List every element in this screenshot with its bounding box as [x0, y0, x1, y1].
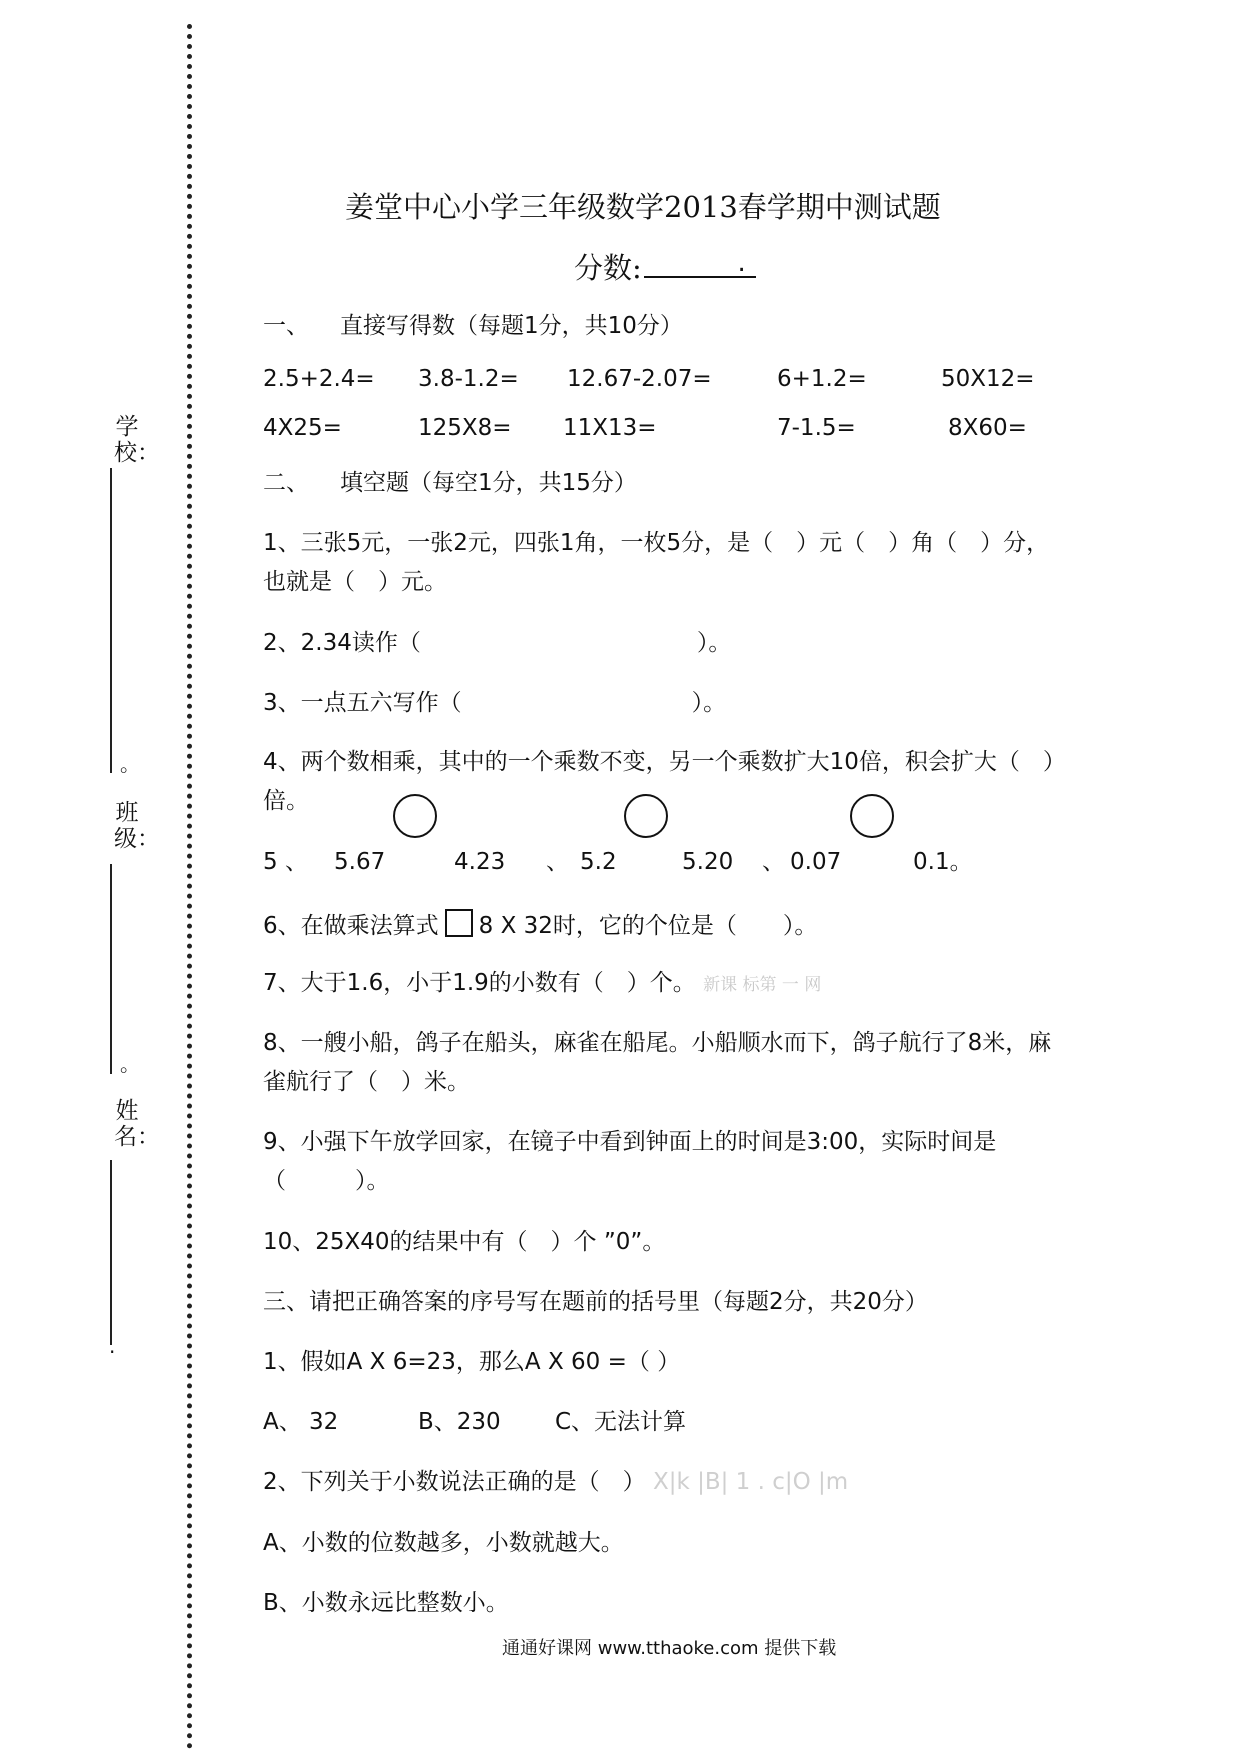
- compare-left-1: 5.67: [334, 849, 386, 875]
- compare-right-2: 5.20: [682, 849, 734, 875]
- score-blank[interactable]: .: [644, 250, 756, 278]
- fill-question-4-cont: 倍。: [263, 788, 309, 814]
- fill-question-8-cont: 雀航行了（ ）米。: [263, 1069, 470, 1095]
- fill-question-6: 6、在做乘法算式 8 X 32时，它的个位是（ ）。: [263, 909, 817, 941]
- school-label: 学校：: [114, 414, 160, 466]
- choice-option-b: B、230: [418, 1409, 501, 1435]
- class-line-end: 。: [120, 1052, 140, 1076]
- choice-question-2-option-b: B、小数永远比整数小。: [263, 1590, 509, 1616]
- compare-left-3: 0.07: [790, 849, 842, 875]
- class-label: 班级：: [114, 800, 160, 852]
- section2-heading: 填空题（每空1分，共15分）: [340, 470, 637, 496]
- fill-question-4: 4、两个数相乘，其中的一个乘数不变，另一个乘数扩大10倍，积会扩大（ ）: [263, 749, 1066, 775]
- fill-question-5-number: 5 、: [263, 849, 308, 875]
- compare-right-3: 0.1。: [913, 849, 973, 875]
- section2-number: 二、: [263, 470, 309, 496]
- calc-item: 50X12=: [941, 366, 1035, 392]
- compare-left-2: 5.2: [580, 849, 617, 875]
- class-fill-line[interactable]: [110, 864, 112, 1074]
- watermark-text: X|k |B| 1 . c|O |m: [652, 1469, 849, 1495]
- fill-question-2: 2、2.34读作（ ）。: [263, 630, 732, 656]
- fill-question-9: 9、小强下午放学回家，在镜子中看到钟面上的时间是3:00，实际时间是: [263, 1129, 997, 1155]
- footer-source: 通通好课网 www.tthaoke.com 提供下载: [502, 1638, 837, 1659]
- score-field: 分数: .: [574, 246, 756, 287]
- watermark-text: 新课 标第 一 网: [703, 975, 822, 995]
- section1-number: 一、: [263, 313, 309, 339]
- section3-heading: 三、请把正确答案的序号写在题前的括号里（每题2分，共20分）: [263, 1289, 928, 1315]
- name-label: 姓名：: [114, 1098, 160, 1150]
- fill-question-8: 8、一艘小船，鸽子在船头，麻雀在船尾。小船顺水而下，鸽子航行了8米，麻: [263, 1030, 1052, 1056]
- calc-item: 7-1.5=: [777, 415, 856, 441]
- choice-option-c: C、无法计算: [555, 1409, 687, 1435]
- choice-option-a: A、 32: [263, 1409, 339, 1435]
- section1-heading: 直接写得数（每题1分，共10分）: [340, 313, 683, 339]
- fill-question-1-cont: 也就是（ ）元。: [263, 569, 447, 595]
- school-line-end: 。: [120, 752, 140, 776]
- choice-question-2-option-a: A、小数的位数越多，小数就越大。: [263, 1530, 624, 1556]
- calc-item: 11X13=: [563, 415, 657, 441]
- calc-item: 4X25=: [263, 415, 342, 441]
- digit-box[interactable]: [445, 909, 473, 937]
- binding-dotted-line: [187, 24, 192, 1750]
- calc-item: 6+1.2=: [777, 366, 867, 392]
- school-fill-line[interactable]: [110, 468, 112, 773]
- choice-question-1: 1、假如A X 6=23，那么A X 60 =（ ）: [263, 1349, 681, 1375]
- fill-question-9-cont: （ ）。: [263, 1168, 390, 1194]
- choice-question-2: 2、下列关于小数说法正确的是（ ） X|k |B| 1 . c|O |m: [263, 1469, 849, 1495]
- calc-item: 2.5+2.4=: [263, 366, 375, 392]
- name-line-end: .: [109, 1334, 116, 1358]
- calc-item: 12.67-2.07=: [567, 366, 712, 392]
- calc-item: 3.8-1.2=: [418, 366, 519, 392]
- fill-question-3: 3、一点五六写作（ ）。: [263, 690, 727, 716]
- compare-circle-2[interactable]: [624, 794, 668, 838]
- calc-item: 8X60=: [948, 415, 1027, 441]
- score-label: 分数: [574, 251, 633, 285]
- compare-right-1: 4.23: [454, 849, 506, 875]
- compare-circle-1[interactable]: [393, 794, 437, 838]
- page-title: 姜堂中心小学三年级数学2013春学期中测试题: [345, 190, 941, 224]
- compare-separator: 、: [762, 849, 785, 875]
- fill-question-7: 7、大于1.6，小于1.9的小数有（ ）个。 新课 标第 一 网: [263, 970, 822, 996]
- name-fill-line[interactable]: [110, 1160, 112, 1345]
- fill-question-1: 1、三张5元，一张2元，四张1角，一枚5分，是（ ）元（ ）角（ ）分，: [263, 530, 1050, 556]
- fill-question-10: 10、25X40的结果中有（ ）个 ”0”。: [263, 1229, 666, 1255]
- calc-item: 125X8=: [418, 415, 512, 441]
- compare-separator: 、: [546, 849, 569, 875]
- compare-circle-3[interactable]: [850, 794, 894, 838]
